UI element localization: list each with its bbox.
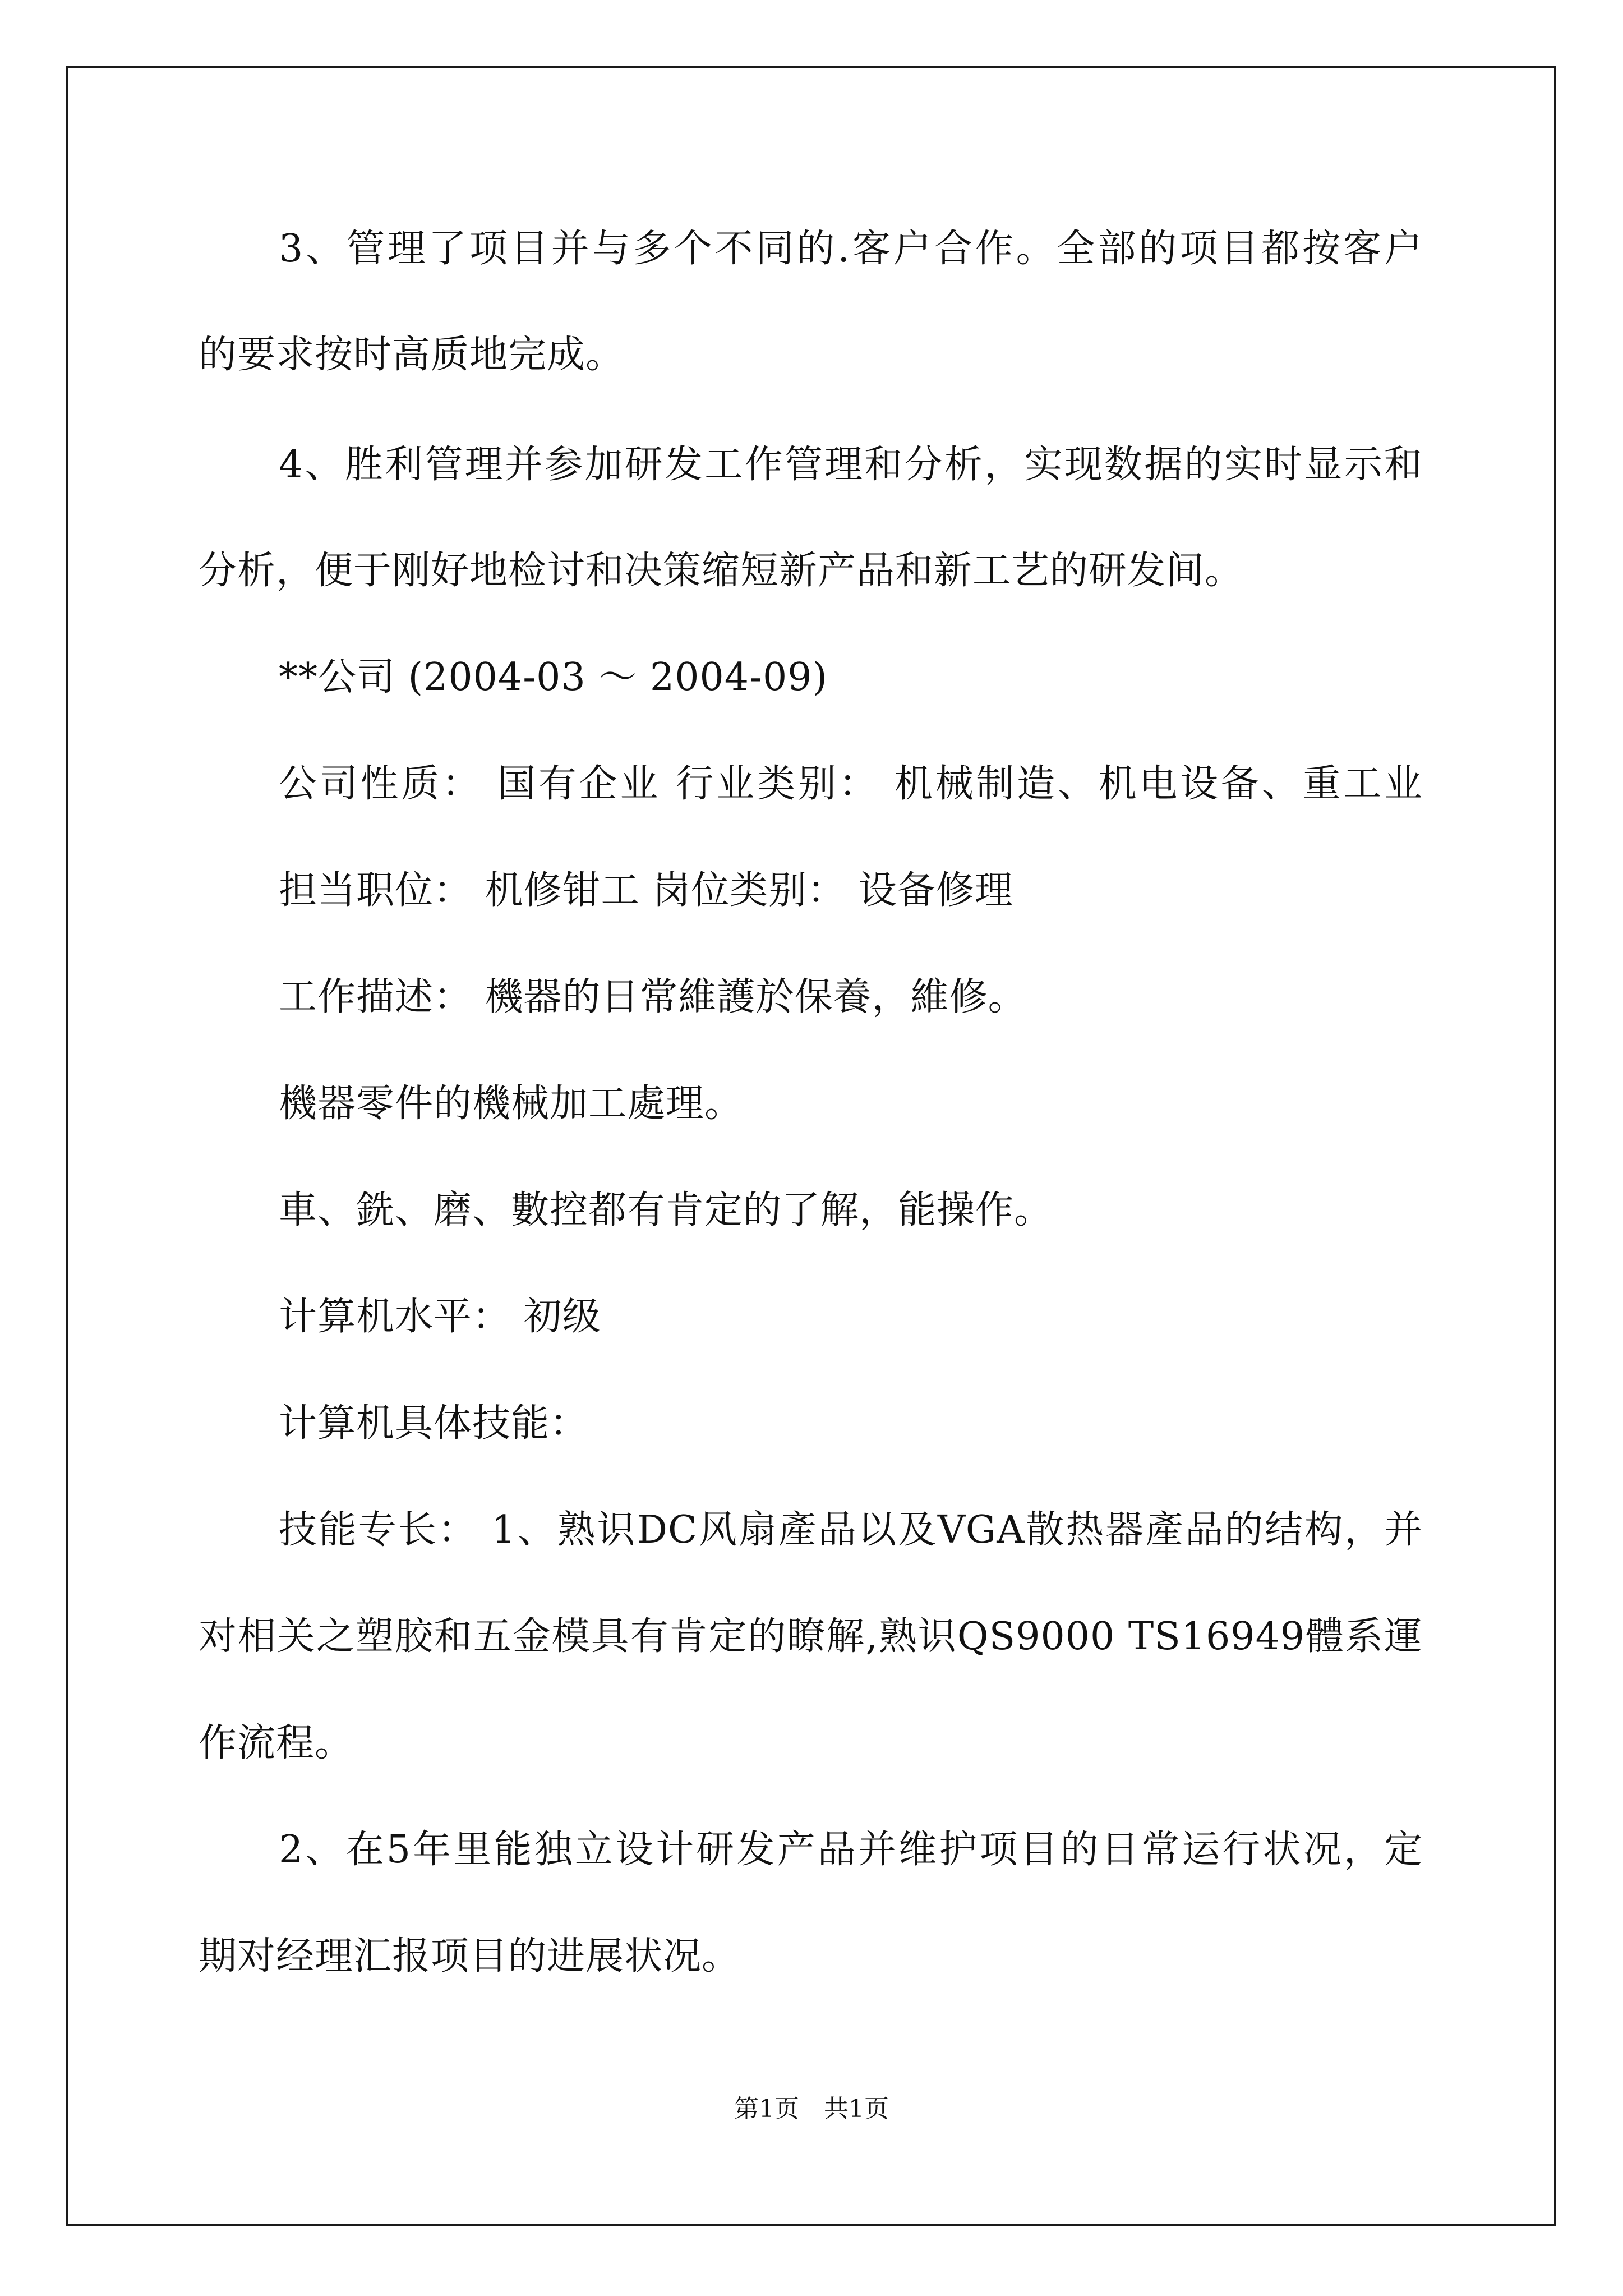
text-line: 4、胜利管理并参加研发工作管理和分析，实现数据的实时显示和 <box>279 443 1423 487</box>
text-line: 機器零件的機械加工處理。 <box>279 1082 744 1126</box>
text-line: 担当职位： 机修钳工 岗位类别： 设备修理 <box>279 868 1013 913</box>
text-line: **公司 (2004-03 ～ 2004-09) <box>279 655 828 700</box>
text-line: 的要求按时高质地完成。 <box>199 333 625 377</box>
text-line: 对相关之塑胶和五金模具有肯定的瞭解,熟识QS9000 TS16949體系運 <box>199 1614 1423 1659</box>
page-number-footer: 第1页 共1页 <box>734 2095 889 2123</box>
text-line: 计算机水平： 初级 <box>279 1295 601 1339</box>
text-line: 作流程。 <box>199 1721 354 1765</box>
text-line: 技能专长： 1、熟识DC风扇產品以及VGA散热器產品的结构，并 <box>279 1508 1423 1552</box>
page-border <box>66 66 1556 2226</box>
text-line: 期对经理汇报项目的进展状况。 <box>199 1934 741 1978</box>
text-line: 車、銑、磨、數控都有肯定的了解，能操作。 <box>279 1188 1053 1232</box>
text-line: 2、在5年里能独立设计研发产品并维护项目的日常运行状况，定 <box>279 1828 1423 1872</box>
text-line: 工作描述： 機器的日常維護於保養，維修。 <box>279 975 1027 1019</box>
text-line: 3、管理了项目并与多个不同的.客户合作。全部的项目都按客户 <box>279 227 1423 271</box>
text-line: 计算机具体技能： <box>279 1401 589 1446</box>
text-line: 公司性质： 国有企业 行业类别： 机械制造、机电设备、重工业 <box>279 762 1423 806</box>
text-line: 分析，便于刚好地检讨和决策缩短新产品和新工艺的研发间。 <box>199 549 1244 593</box>
